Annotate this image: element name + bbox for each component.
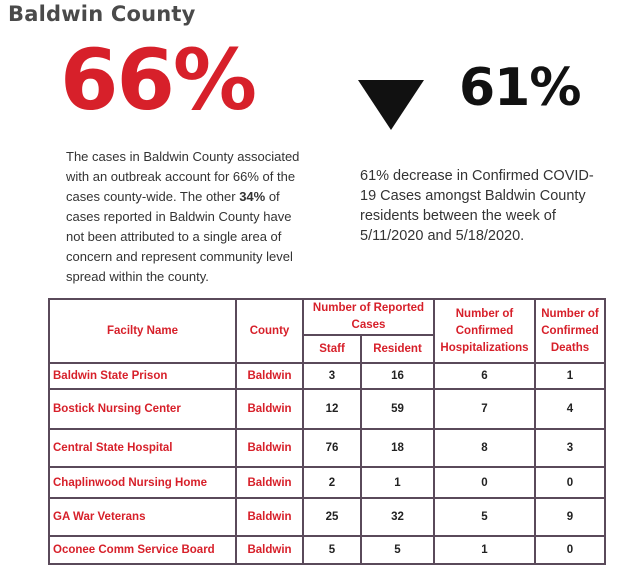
resident-cell: 59	[361, 389, 434, 429]
facility-name-cell: Oconee Comm Service Board	[49, 536, 236, 564]
outbreak-text-bold: 34%	[239, 189, 266, 204]
header-county: County	[236, 299, 303, 363]
table-row	[49, 389, 605, 429]
county-cell: Baldwin	[236, 363, 303, 389]
county-cell: Baldwin	[236, 389, 303, 429]
staff-cell: 25	[303, 498, 361, 536]
deaths-cell: 1	[535, 363, 605, 389]
hospitalizations-cell: 8	[434, 429, 535, 467]
resident-cell: 16	[361, 363, 434, 389]
header-hospitalizations: Number of Confirmed Hospitalizations	[434, 299, 535, 363]
deaths-cell: 0	[535, 536, 605, 564]
staff-cell: 76	[303, 429, 361, 467]
header-deaths: Number of Confirmed Deaths	[535, 299, 605, 363]
resident-cell: 32	[361, 498, 434, 536]
outbreak-text-part1: The cases in Baldwin County associated with an outbreak account for 66% of the cases county-wide. The other	[66, 149, 300, 204]
table-row	[49, 498, 605, 536]
resident-cell: 18	[361, 429, 434, 467]
outbreak-description	[66, 147, 304, 287]
deaths-cell: 9	[535, 498, 605, 536]
outbreak-text-part2: of cases reported in Baldwin County have not been attributed to a single area of concern and represent community level spread within the county.	[66, 189, 293, 284]
hospitalizations-cell: 6	[434, 363, 535, 389]
facility-name-cell: Bostick Nursing Center	[49, 389, 236, 429]
county-cell: Baldwin	[236, 429, 303, 467]
header-reported-cases: Number of Reported Cases	[303, 299, 434, 335]
staff-cell: 5	[303, 536, 361, 564]
resident-cell: 5	[361, 536, 434, 564]
hospitalizations-cell: 0	[434, 467, 535, 498]
hospitalizations-cell: 5	[434, 498, 535, 536]
header-resident: Resident	[361, 335, 434, 363]
staff-cell: 12	[303, 389, 361, 429]
table-row	[49, 363, 605, 389]
county-cell: Baldwin	[236, 498, 303, 536]
header-facility: Facilty Name	[49, 299, 236, 363]
decrease-description: 61% decrease in Confirmed COVID-19 Cases amongst Baldwin County residents between the week of 5/11/2020 and 5/18/2020.	[360, 168, 594, 244]
decrease-percent: 61%	[459, 58, 581, 118]
deaths-cell: 3	[535, 429, 605, 467]
resident-cell: 1	[361, 467, 434, 498]
table-row	[49, 536, 605, 564]
table-row	[49, 467, 605, 498]
facility-name-cell: Chaplinwood Nursing Home	[49, 467, 236, 498]
down-triangle-icon	[358, 80, 424, 130]
header-staff: Staff	[303, 335, 361, 363]
outbreak-percent: 66%	[60, 31, 256, 129]
page-title: Baldwin County	[8, 2, 196, 26]
staff-cell: 3	[303, 363, 361, 389]
deaths-cell: 0	[535, 467, 605, 498]
table-row	[49, 429, 605, 467]
county-cell: Baldwin	[236, 467, 303, 498]
county-cell: Baldwin	[236, 536, 303, 564]
staff-cell: 2	[303, 467, 361, 498]
facility-name-cell: Baldwin State Prison	[49, 363, 236, 389]
facility-name-cell: GA War Veterans	[49, 498, 236, 536]
deaths-cell: 4	[535, 389, 605, 429]
hospitalizations-cell: 7	[434, 389, 535, 429]
facility-name-cell: Central State Hospital	[49, 429, 236, 467]
hospitalizations-cell: 1	[434, 536, 535, 564]
facility-table	[48, 298, 606, 565]
